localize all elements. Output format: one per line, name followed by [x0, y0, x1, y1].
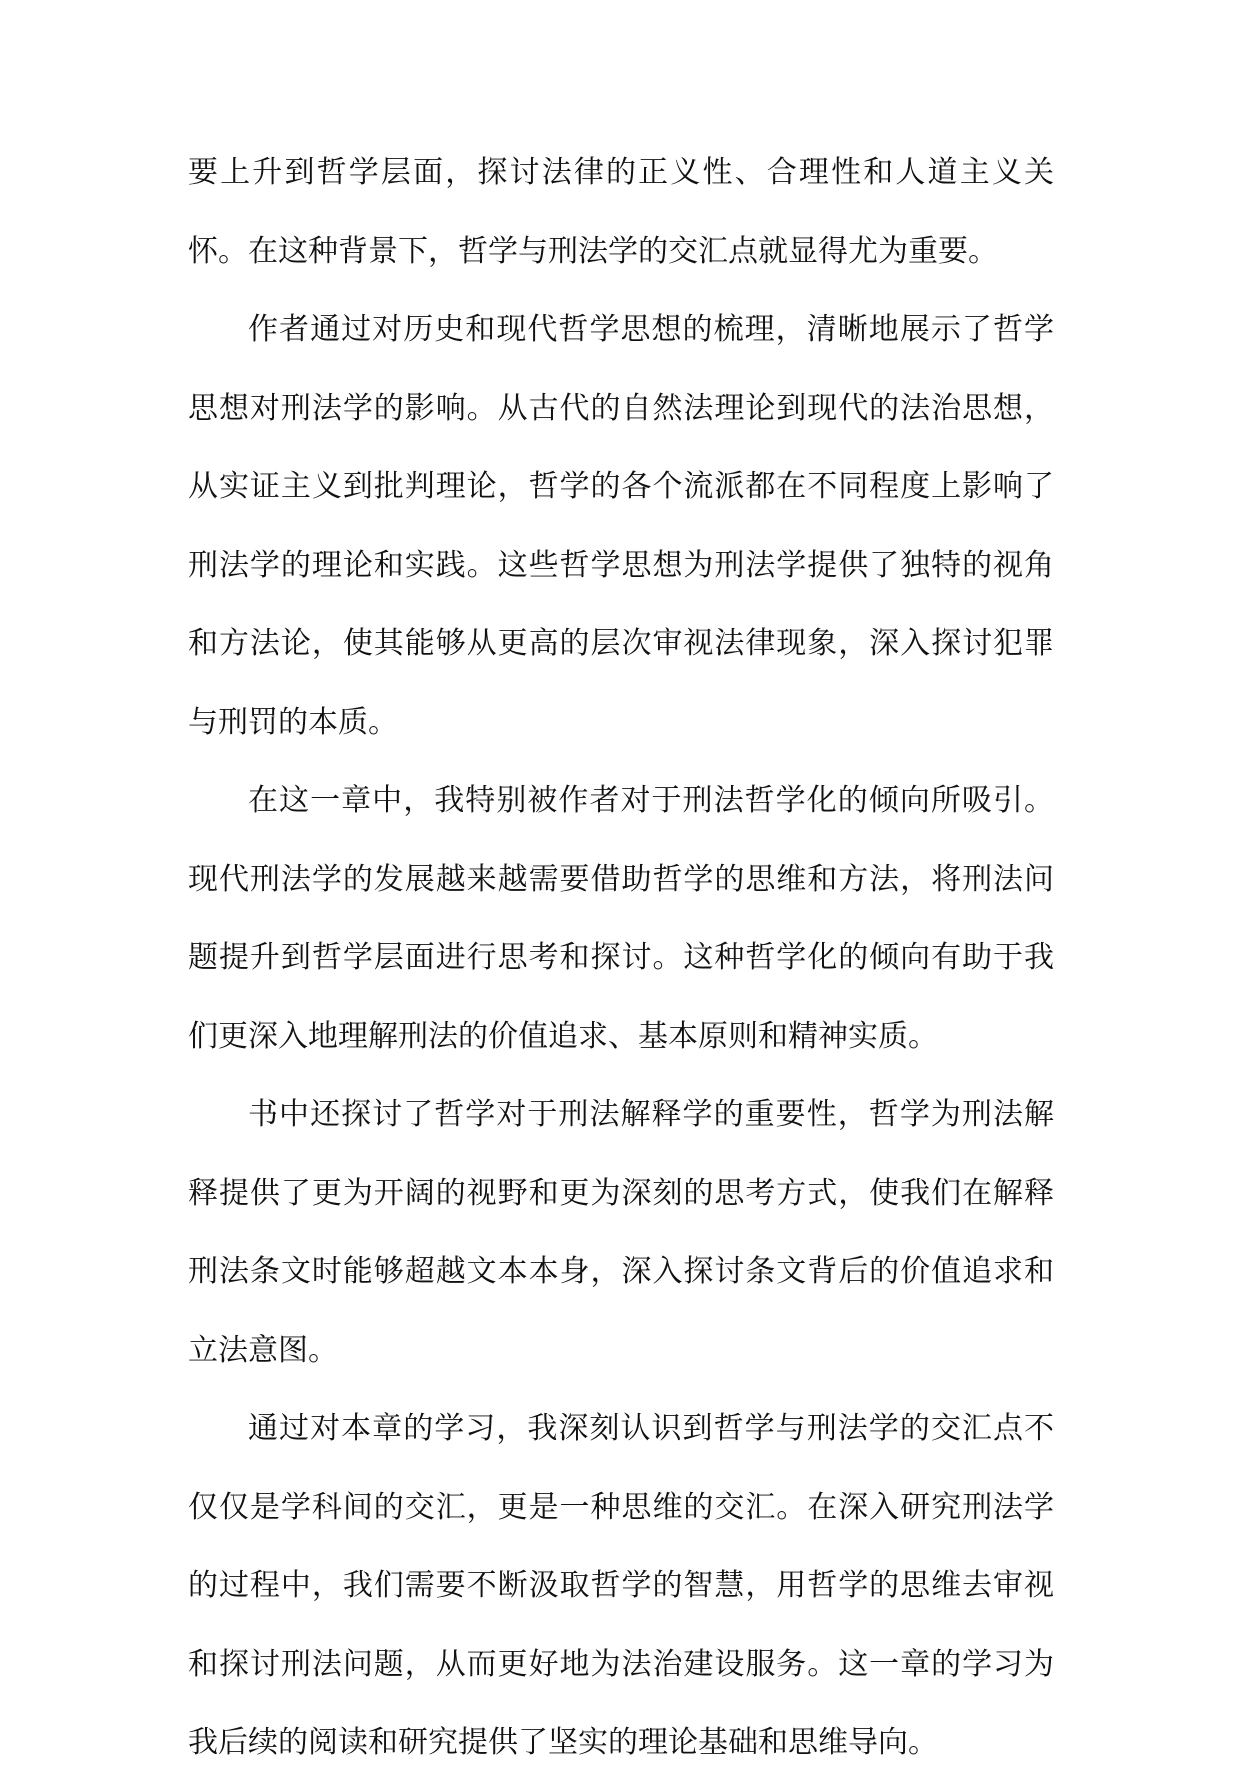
body-text [188, 134, 1054, 1783]
paragraph-4: 书中还探讨了哲学对于刑法解释学的重要性，哲学为刑法解释提供了更为开阔的视野和更为深刻的思考方式，使我们在解释刑法条文时能够超越文本本身，深入探讨条文背后的价值追求和立法意图。 [188, 1097, 1054, 1368]
paragraph-5: 通过对本章的学习，我深刻认识到哲学与刑法学的交汇点不仅仅是学科间的交汇，更是一种思维的交汇。在深入研究刑法学的过程中，我们需要不断汲取哲学的智慧，用哲学的思维去审视和探讨刑法问题，从而更好地为法治建设服务。这一章的学习为我后续的阅读和研究提供了坚实的理论基础和思维导向。 [188, 1411, 1054, 1760]
paragraph-3: 在这一章中，我特别被作者对于刑法哲学化的倾向所吸引。现代刑法学的发展越来越需要借助哲学的思维和方法，将刑法问题提升到哲学层面进行思考和探讨。这种哲学化的倾向有助于我们更深入地理解刑法的价值追求、基本原则和精神实质。 [188, 783, 1054, 1054]
paragraph-1: 要上升到哲学层面，探讨法律的正义性、合理性和人道主义关怀。在这种背景下，哲学与刑法学的交汇点就显得尤为重要。 [188, 155, 1054, 269]
paragraph-2: 作者通过对历史和现代哲学思想的梳理，清晰地展示了哲学思想对刑法学的影响。从古代的自然法理论到现代的法治思想，从实证主义到批判理论，哲学的各个流派都在不同程度上影响了刑法学的理论和实践。这些哲学思想为刑法学提供了独特的视角和方法论，使其能够从更高的层次审视法律现象，深入探讨犯罪与刑罚的本质。 [188, 312, 1054, 740]
